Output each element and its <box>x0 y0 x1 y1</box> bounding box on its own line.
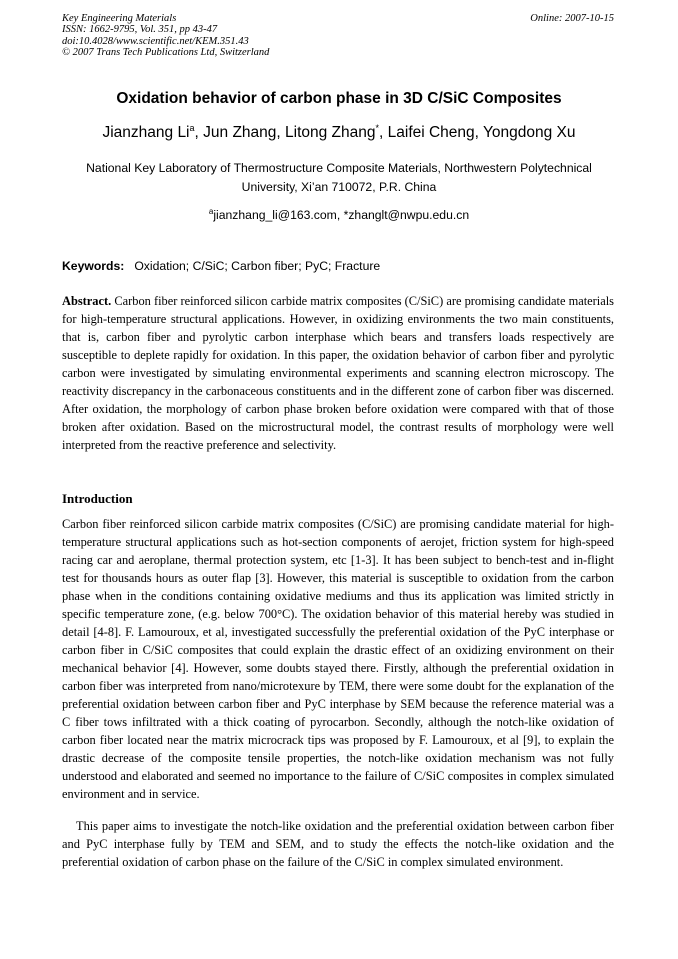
introduction-heading: Introduction <box>62 491 133 506</box>
copyright-line: © 2007 Trans Tech Publications Ltd, Switzerland <box>62 46 270 58</box>
author-first: Jianzhang Li <box>102 124 190 142</box>
introduction-paragraph-1: Carbon fiber reinforced silicon carbide matrix composites (C/SiC) are promising candidate material for high-temperature structural applications such as hot-section components of aerojet, friction system for high-speed racing car and aeroplane, thermal protection system, etc [1-3]. It has been subject to bench-test and in-flight test for thousands hours as outer flap [3]. However, this material is susceptible to oxidation from the carbon phase when in the conditions containing oxidative mediums and thus its application was limited strictly in specific temperature zone, (e.g. below 700°C). The oxidation behavior of this material hereby was studied in detail [4-8]. F. Lamouroux, et al, investigated successfully the preferential oxidation of the PyC interphase or carbon fiber in C/SiC composites that could explain the drastic effect of an oxidizing environment on their mechanical behavior [4]. However, some doubts stayed there. Firstly, although the preferential oxidation in carbon fiber was interpreted from nano/microtexure by TEM, there were some doubt for the explanation of the preferential oxidation between carbon fiber and PyC interphase by SEM because the reference material was a C fiber tows infiltrated with a thick coating of pyrocarbon. Secondly, although the notch-like oxidation of carbon fiber located near the matrix microcrack tips was proposed by F. Lamouroux, et al [9], to explain the drastic decrease of the composite tensile properties, the notch-like oxidation mechanism was not fully understood and elaborated and seemed no importance to the failure of C/SiC composites in complex simulated environment and in service. <box>62 517 614 801</box>
author-first-sup: a <box>189 123 195 133</box>
journal-name: Key Engineering Materials <box>62 13 177 24</box>
keywords <box>62 259 614 273</box>
abstract-text: Carbon fiber reinforced silicon carbide matrix composites (C/SiC) are promising candidate materials for high-temperature structural applications. However, in oxidizing environments the two main constituents, that is, carbon fiber and pyrolytic carbon interphase which bears and transfers loads respectively are susceptible to deplete rapidly for oxidation. In this paper, the oxidation behavior of carbon fiber and pyrolytic carbon were investigated by simulating environmental experiments and scanning electron microscopy. The reactivity discrepancy in the carbonaceous constituents and in the different zone of carbon fiber was discerned. After oxidation, the morphology of carbon phase broken before oxidation were compared with that of those broken after oxidation. Based on the microstructural model, the contrast results of morphology were well interpreted from the reactive preference and selectivity. <box>62 294 614 452</box>
journal-header <box>62 13 614 58</box>
abstract-label: Abstract. <box>62 294 112 308</box>
paper-title: Oxidation behavior of carbon phase in 3D C/SiC Composites <box>116 90 562 107</box>
email-sup: a <box>208 207 214 216</box>
affiliation: National Key Laboratory of Thermostructure Composite Materials, Northwestern Polytechnical University, Xi’an 710072, P.R. China <box>86 161 592 194</box>
online-date: Online: 2007-10-15 <box>530 13 614 24</box>
email-line <box>0 207 678 222</box>
issn-line: ISSN: 1662-9795, Vol. 351, pp 43-47 <box>62 24 218 36</box>
email-text: jianzhang_li@163.com, *zhanglt@nwpu.edu.cn <box>213 208 470 223</box>
doi-line: doi:10.4028/www.scientific.net/KEM.351.43 <box>62 35 249 47</box>
introduction-paragraph-2: This paper aims to investigate the notch-like oxidation and the preferential oxidation between carbon fiber and PyC interphase fully by TEM and SEM, and to study the effects the notch-like oxidation and the preferential oxidation of carbon phase on the failure of the C/SiC in complex simulated environment. <box>62 819 614 869</box>
keywords-text: Oxidation; C/SiC; Carbon fiber; PyC; Fracture <box>134 259 381 273</box>
keywords-label: Keywords: <box>62 259 125 273</box>
author-second-sup: * <box>375 123 380 133</box>
author-rest: , Laifei Cheng, Yongdong Xu <box>379 124 576 142</box>
author-list <box>0 123 678 142</box>
abstract <box>62 292 614 454</box>
author-second: , Jun Zhang, Litong Zhang <box>194 124 376 142</box>
